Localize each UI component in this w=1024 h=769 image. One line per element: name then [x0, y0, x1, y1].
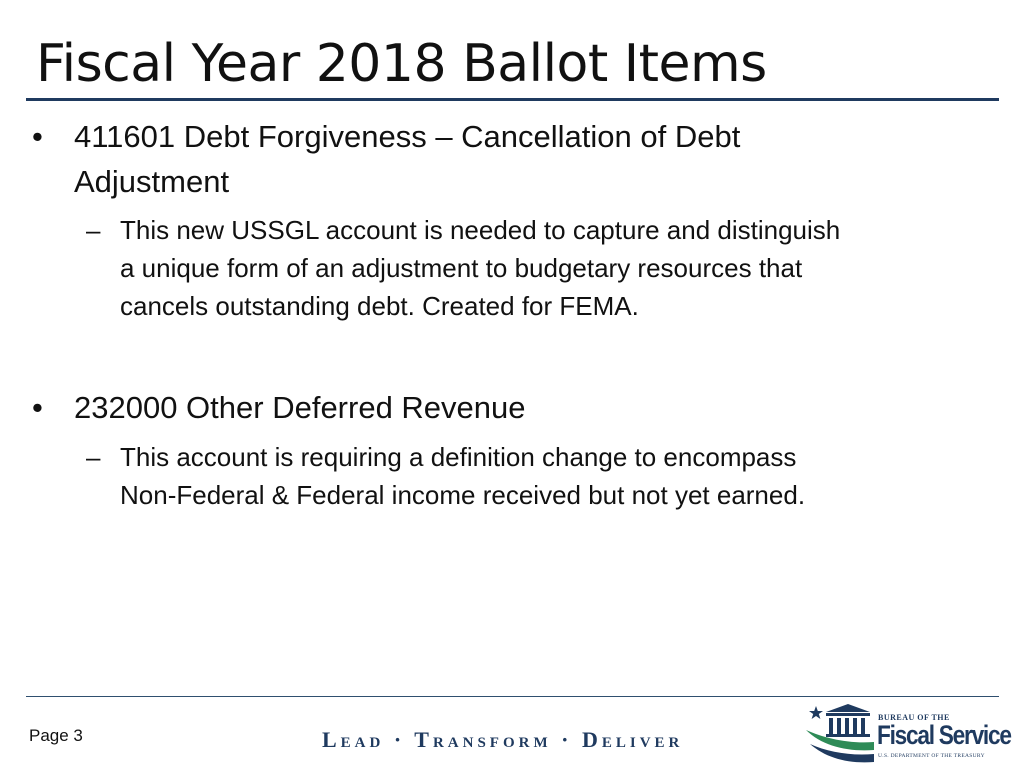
sub-bullet-232000	[86, 438, 1000, 514]
logo-bureau-text: BUREAU OF THE	[878, 713, 950, 722]
sub-bullet-line: This account is requiring a definition change to encompass	[120, 442, 797, 472]
bullet-heading-line: Adjustment	[74, 164, 230, 199]
bullet-marker: •	[32, 390, 43, 425]
treasury-building-icon	[804, 700, 876, 764]
slide-title: Fiscal Year 2018 Ballot Items	[36, 34, 767, 94]
fiscal-service-logo	[804, 700, 1011, 764]
bullet-item-411601	[32, 114, 974, 204]
sub-bullet-line: a unique form of an adjustment to budgetary resources that	[120, 253, 803, 283]
bullet-marker: •	[32, 119, 43, 154]
dash-marker: –	[86, 442, 101, 472]
logo-name-text: Fiscal Service	[877, 720, 1011, 750]
bullet-heading-line: 411601 Debt Forgiveness – Cancellation of Debt	[74, 119, 741, 154]
footer-divider	[26, 696, 999, 697]
title-divider	[26, 98, 999, 101]
logo-department-text: U.S. DEPARTMENT OF THE TREASURY	[878, 753, 985, 759]
bullet-item-232000	[32, 385, 974, 430]
sub-bullet-411601	[86, 211, 1000, 325]
page-number: Page 3	[29, 726, 83, 745]
dash-marker: –	[86, 215, 101, 245]
bullet-heading-line: 232000 Other Deferred Revenue	[74, 390, 526, 425]
footer-tagline: Lead · Transform · Deliver	[322, 727, 684, 752]
sub-bullet-line: This new USSGL account is needed to capture and distinguish	[120, 215, 841, 245]
sub-bullet-line: cancels outstanding debt. Created for FEMA.	[120, 291, 639, 321]
sub-bullet-line: Non-Federal & Federal income received but not yet earned.	[120, 480, 806, 510]
